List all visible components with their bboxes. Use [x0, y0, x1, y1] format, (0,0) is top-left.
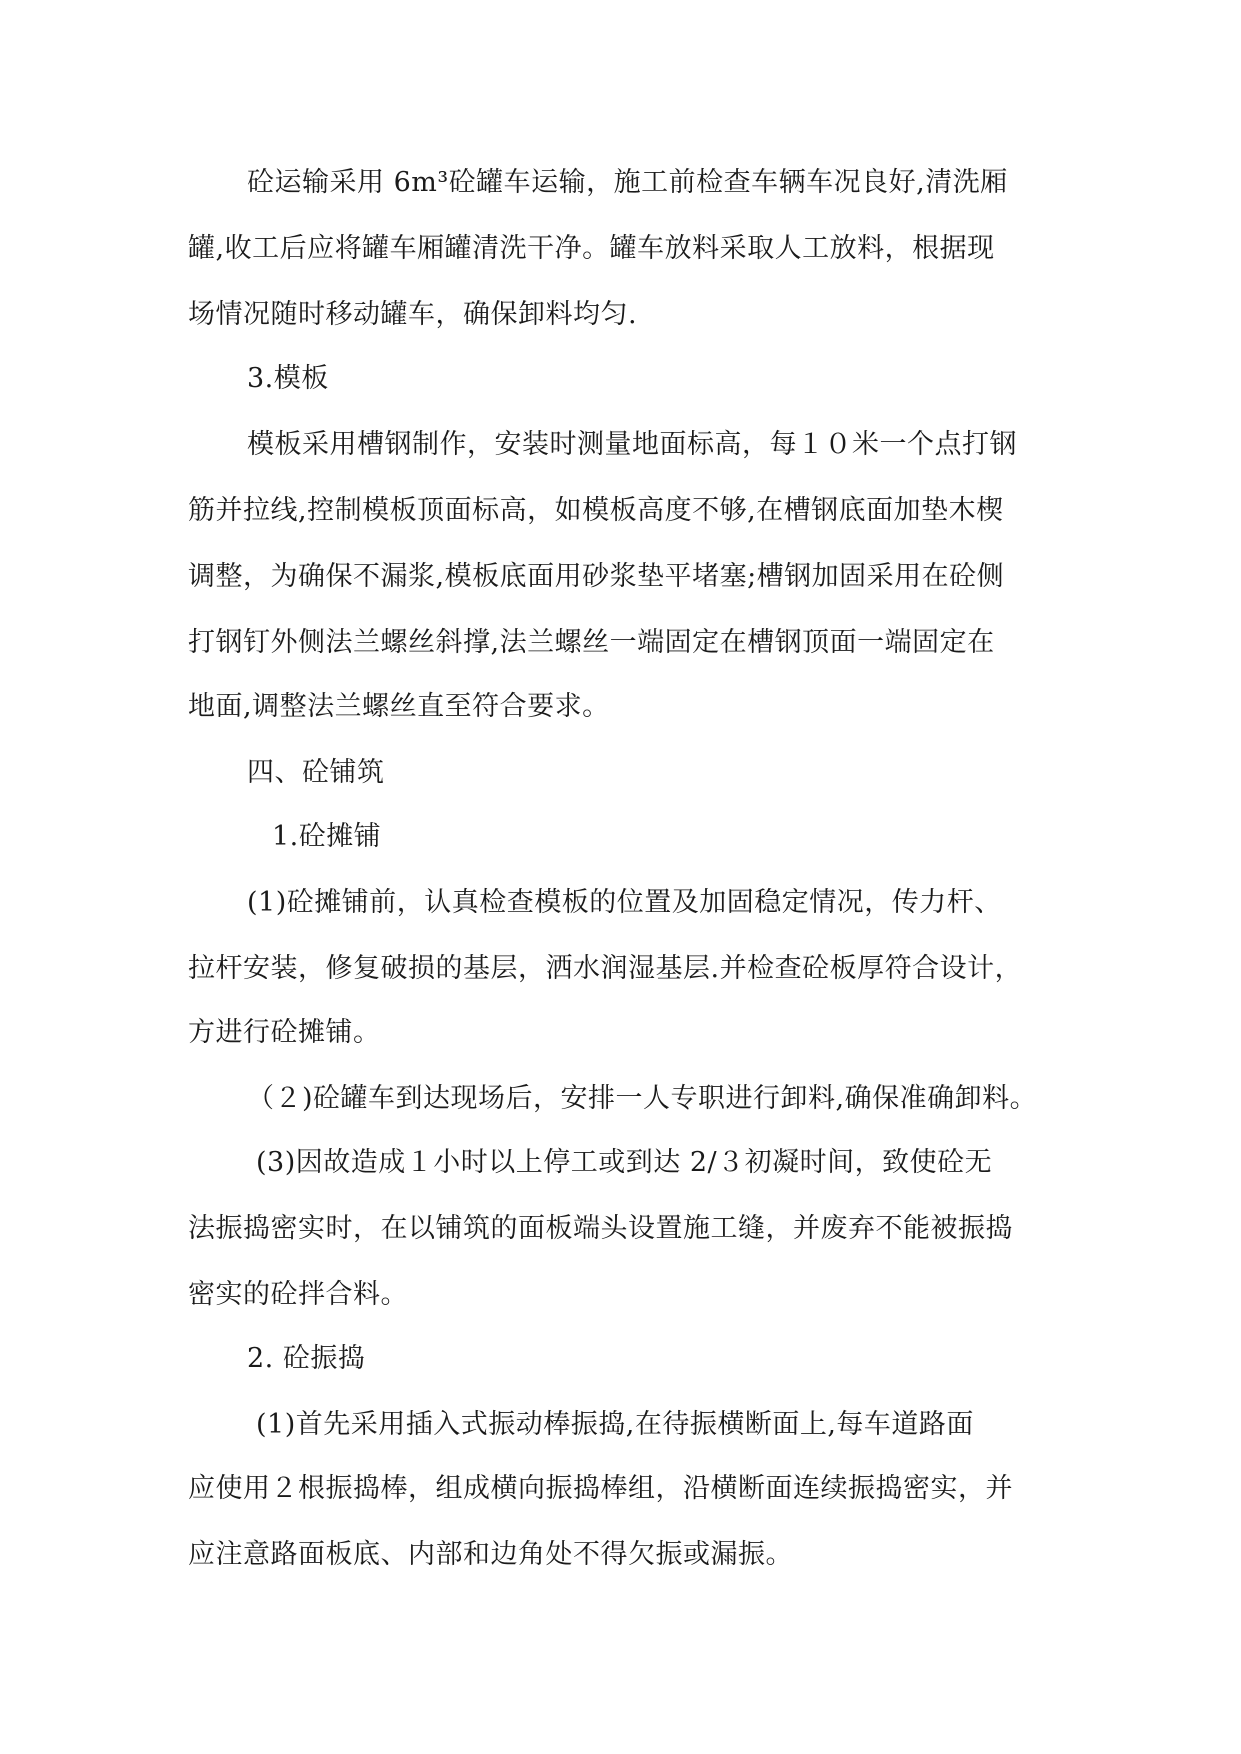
paragraph-line: 密实的砼拌合料。 — [188, 1279, 408, 1310]
subsection-heading: 1.砼摊铺 — [272, 821, 382, 852]
paragraph-line: （２)砼罐车到达现场后，安排一人专职进行卸料,确保准确卸料。 — [247, 1083, 1038, 1114]
section-heading: 3.模板 — [247, 363, 329, 394]
paragraph-line: 地面,调整法兰螺丝直至符合要求。 — [188, 691, 610, 722]
paragraph-line: 打钢钉外侧法兰螺丝斜撑,法兰螺丝一端固定在槽钢顶面一端固定在 — [188, 627, 995, 658]
paragraph-line: 调整，为确保不漏浆,模板底面用砂浆垫平堵塞;槽钢加固采用在砼侧 — [188, 561, 1005, 592]
paragraph-line: 场情况随时移动罐车，确保卸料均匀. — [188, 299, 638, 330]
paragraph-line: 应使用２根振捣棒，组成横向振捣棒组，沿横断面连续振捣密实，并 — [188, 1473, 1013, 1504]
paragraph-line: 筋并拉线,控制模板顶面标高，如模板高度不够,在槽钢底面加垫木楔 — [188, 495, 1004, 526]
paragraph-line: 罐,收工后应将罐车厢罐清洗干净。罐车放料采取人工放料，根据现 — [188, 233, 995, 264]
paragraph-line: 法振捣密实时，在以铺筑的面板端头设置施工缝，并废弃不能被振捣 — [188, 1213, 1013, 1244]
paragraph-line: 砼运输采用 6m³砼罐车运输，施工前检查车辆车况良好,清洗厢 — [247, 167, 1008, 198]
section-heading: 四、砼铺筑 — [247, 757, 385, 788]
subsection-heading: 2. 砼振捣 — [247, 1343, 366, 1374]
paragraph-line: (3)因故造成１小时以上停工或到达 2/３初凝时间，致使砼无 — [256, 1147, 993, 1178]
paragraph-line: (1)砼摊铺前，认真检查模板的位置及加固稳定情况，传力杆、 — [247, 887, 1002, 918]
paragraph-line: 方进行砼摊铺。 — [188, 1017, 381, 1048]
paragraph-line: 拉杆安装，修复破损的基层，洒水润湿基层.并检查砼板厚符合设计， — [188, 953, 1023, 984]
paragraph-line: 模板采用槽钢制作，安装时测量地面标高，每１０米一个点打钢 — [247, 429, 1017, 460]
paragraph-line: (1)首先采用插入式振动棒振捣,在待振横断面上,每车道路面 — [256, 1409, 974, 1440]
paragraph-line: 应注意路面板底、内部和边角处不得欠振或漏振。 — [188, 1539, 793, 1570]
